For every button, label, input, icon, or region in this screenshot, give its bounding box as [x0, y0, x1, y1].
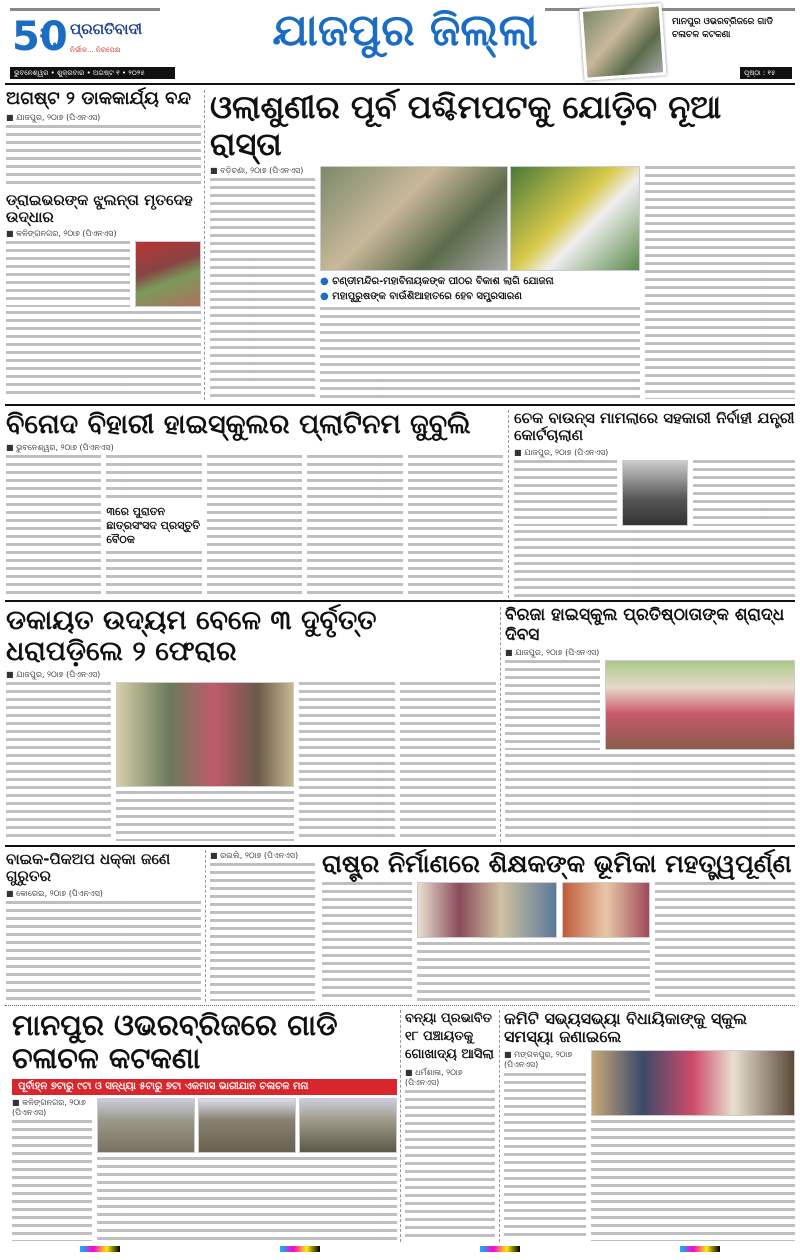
color-swatch — [280, 1246, 320, 1252]
headline-bridge[interactable]: ମାନପୁର ଓଭରବ୍ରିଜରେ ଗାଡି ଚଳାଚଳ କଟକଣା — [12, 1008, 338, 1076]
bridge-photo-3 — [299, 1098, 397, 1153]
column-divider — [205, 850, 206, 1002]
bridge-photo-2 — [198, 1098, 296, 1153]
article-body — [514, 530, 795, 597]
registration-marks — [0, 1246, 800, 1256]
truck-photo — [135, 241, 201, 307]
headline-biraja[interactable]: ବିରଜା ହାଇସ୍କୁଲ ପ୍ରତିଷ୍ଠାତାଙ୍କ ଶ୍ରାଦ୍ଧ ଦିବସ — [505, 605, 785, 645]
dateline: ■ ବଡ଼ିଚଣା, ୨୦ା୭ (ପିଏନଏସ) — [210, 165, 304, 175]
bullet-icon: ● — [320, 290, 333, 302]
dacoity-story — [6, 605, 496, 841]
article-body — [405, 1090, 495, 1241]
officials-photo-2 — [510, 166, 640, 271]
article-body — [12, 1120, 92, 1241]
dateline: ■ ଧର୍ମଶାଳା, ୨୦ା୭ (ପିଏନଏସ) — [405, 1067, 463, 1087]
headline-driver[interactable]: ଡ୍ରାଇଭରଙ୍କ ଝୁଲନ୍ତା ମୃତଦେହ ଉଦ୍ଧାର — [6, 190, 193, 226]
left-column — [6, 89, 201, 399]
engineer-photo — [622, 460, 688, 526]
logo-number: 50 — [12, 14, 68, 60]
logo — [12, 14, 182, 64]
cheque-story — [514, 410, 795, 597]
article-body — [6, 241, 130, 307]
article-body — [514, 460, 617, 526]
article-body — [97, 1157, 397, 1241]
school-story — [6, 409, 503, 597]
logo-tagline: ନିର୍ଭୀକ... ନିରପେକ୍ଷ — [70, 46, 121, 54]
dateline: ■ ମଙ୍ଗଳପୁର, ୨୦ା୭ (ପିଏନଏସ) — [504, 1049, 573, 1070]
column-divider — [499, 1010, 500, 1242]
top-rule — [10, 8, 160, 11]
logo-emblem-icon — [40, 22, 64, 46]
headline-postal[interactable]: ଅଗଷ୍ଟ ୨ ଡାକକାର୍ଯ୍ୟ ବନ୍ଦ — [6, 88, 191, 109]
article-body — [299, 682, 395, 841]
dateline: ■ ରଇଲି, ୨୦ା୭ (ପିଏନଏସ) — [210, 851, 299, 860]
article-body — [400, 682, 496, 841]
article-body — [207, 455, 302, 597]
bullet-text: ଚଣ୍ଡୀମନ୍ଦିର-ମହାବିନାୟକଙ୍କ ପୀଠର ବିକାଶ ଲାଗି ଯୋଜନା — [332, 275, 554, 287]
dateline: ■ କଳିଙ୍ଗନଗର, ୨୦ା୭ (ପିଏନଏସ) — [12, 1097, 86, 1118]
dateline: ■ ଭୁବନେଶ୍ୱର, ୨୦ା୭ (ପିଏନଏସ) — [6, 443, 114, 453]
dateline: ■ ଯାଜପୁର, ୨୦ା୭ (ପିଏନଏସ) — [6, 112, 101, 122]
teaser-link[interactable]: ମାନପୁର ଓଭରବ୍ରିଜରେ ଗାଡି ଚଳାଚଳ କଟକଣା — [672, 17, 774, 40]
article-body — [6, 682, 111, 841]
article-body — [210, 178, 315, 399]
bullet-item — [320, 274, 640, 289]
page-number: ପୃଷ୍ଠା : ୧୫ — [740, 67, 792, 79]
article-body — [116, 791, 294, 841]
article-body — [504, 1073, 586, 1241]
article-body — [6, 311, 201, 399]
teaser-photo[interactable] — [580, 3, 667, 81]
column-divider — [500, 607, 501, 842]
biraja-story — [505, 606, 795, 841]
subhead: ୩ରେ ପୁରାତନ — [106, 504, 166, 518]
column-divider — [508, 410, 509, 598]
headline-school[interactable]: ବିନୋଦ ବିହାରୀ ହାଇସ୍କୁଲର ପ୍ଲାଟିନମ ଜୁବୁଲି — [6, 409, 471, 440]
arrested-photo — [116, 682, 294, 787]
masthead — [0, 0, 800, 86]
headline-cheque[interactable]: ଚେକ ବାଉନ୍ସ ମାମଲାରେ ସହକାରୀ ନିର୍ବାହୀ ଯନ୍ତ୍ରୀ କୋର୍ଟଚାଲାଣ — [514, 409, 795, 445]
bike-story — [6, 851, 201, 1001]
logo-name: ପ୍ରଗତିବାଦୀ — [70, 20, 143, 38]
dateline: ■ ଯାଜପୁର, ୨୦ା୭ (ପିଏନଏସ) — [505, 648, 600, 658]
headline-dacoity[interactable]: ଡକାୟତ ଉଦ୍ୟମ ବେଳେ ୩ ଦୁର୍ବୃତ୍ତ ଧରାପଡ଼ିଲେ ୨ ଫେରାର — [6, 605, 377, 668]
bullet-item — [320, 289, 640, 304]
article-body — [307, 455, 402, 597]
article-body — [322, 882, 412, 1001]
article-body — [106, 455, 201, 501]
article-body — [210, 863, 315, 1001]
section-rule — [5, 600, 795, 602]
section-title: ଯାଜପୁର ଜିଲ୍ଲା — [272, 5, 538, 56]
headline-flood[interactable]: ବନ୍ୟା ପ୍ରଭାବିତ ୧୮ ପଞ୍ଚାୟତକୁ ଗୋଖାଦ୍ୟ ଆସିଲା — [405, 1011, 494, 1063]
ceremony-photo — [605, 660, 795, 750]
section-rule — [5, 1005, 795, 1006]
masthead-rule — [5, 83, 795, 85]
headline-bike[interactable]: ବାଇକ-ପିକଅପ ଧକ୍କା ଜଣେ ଗୁରୁତର — [6, 850, 171, 886]
dateline: ■ ଯାଜପୁର, ୨୦ା୭ (ପିଏନଏସ) — [514, 447, 609, 457]
headline-nation[interactable]: ରାଷ୍ଟ୍ର ନିର୍ମାଣରେ ଶିକ୍ଷକଙ୍କ ଭୂମିକା ମହତ୍ତ୍ୱପୂର୍ଣ୍ଣ — [322, 849, 792, 878]
nation-story-column — [210, 851, 315, 1001]
bridge-photo — [97, 1098, 195, 1153]
bullet-text: ମହାପୁରୁଷଙ୍କ ବାଉଁଶିଆହାତରେ ହେବ ସମ୍ପ୍ରସାରଣ — [332, 290, 522, 302]
section-rule — [5, 845, 795, 847]
committee-story — [504, 1010, 795, 1241]
column-divider — [400, 1010, 401, 1242]
subhead: ଛାତ୍ରସଂସଦ ପ୍ରସ୍ତୁତି ବୈଠକ — [106, 519, 201, 547]
lead-story — [210, 89, 795, 399]
column-divider — [204, 90, 205, 400]
headline-road[interactable]: ଓଲାଶୁଣୀର ପୂର୍ବ ପଶ୍ଚିମପଟକୁ ଯୋଡ଼ିବ ନୂଆ ରାସ୍ତା — [210, 88, 722, 163]
article-body — [408, 455, 503, 597]
committee-photo — [591, 1050, 795, 1116]
article-body — [320, 307, 640, 399]
dateline: ■ କଳିଙ୍ଗନଗର, ୨୦ା୭ (ପିଏନଏସ) — [6, 229, 117, 239]
article-body — [6, 455, 101, 597]
article-body — [106, 551, 201, 597]
color-swatch — [680, 1246, 720, 1252]
bullet-icon: ● — [320, 275, 333, 287]
article-body — [6, 901, 201, 1001]
nation-story — [322, 850, 795, 1001]
article-body — [417, 942, 650, 1001]
section-rule — [5, 404, 795, 406]
headline-committee[interactable]: କମିଟି ସଭ୍ୟସଭ୍ୟା ବିଧାୟିକାଙ୍କୁ ସ୍କୁଲ ସମସ୍ୟା ଜଣାଇଲେ — [504, 1009, 747, 1047]
officials-photo — [320, 166, 508, 271]
bridge-story — [12, 1009, 397, 1241]
article-body — [645, 166, 795, 399]
article-body — [591, 1120, 795, 1241]
teachers-photo — [417, 882, 557, 938]
article-body — [655, 882, 795, 1001]
date-bar: ଭୁବନେଶ୍ୱର • ଶୁକ୍ରବାର • ଅଗଷ୍ଟ ୧ • ୨୦୨୫ — [10, 67, 175, 79]
bullet-list — [320, 274, 640, 304]
color-swatch — [480, 1246, 520, 1252]
article-body — [505, 660, 600, 750]
article-body — [693, 460, 796, 526]
dateline: ■ କୋରେଇ, ୨୦ା୭ (ପିଏନଏସ) — [6, 888, 103, 898]
flood-story — [405, 1010, 495, 1241]
article-body — [505, 754, 795, 841]
red-banner: ପୂର୍ବାହ୍ନ ୭ଟାରୁ ୯ଟା ଓ ସନ୍ଧ୍ୟା ୫ଟାରୁ ୭ଟା ଏକମାସ ଭାରୀଯାନ ଚଳାଚଳ ମନା — [12, 1079, 397, 1095]
teachers-photo-2 — [562, 882, 650, 938]
dateline: ■ ଯାଜପୁର, ୨୦ା୭ (ପିଏନଏସ) — [6, 670, 101, 680]
color-swatch — [80, 1246, 120, 1252]
article-body — [6, 125, 201, 188]
